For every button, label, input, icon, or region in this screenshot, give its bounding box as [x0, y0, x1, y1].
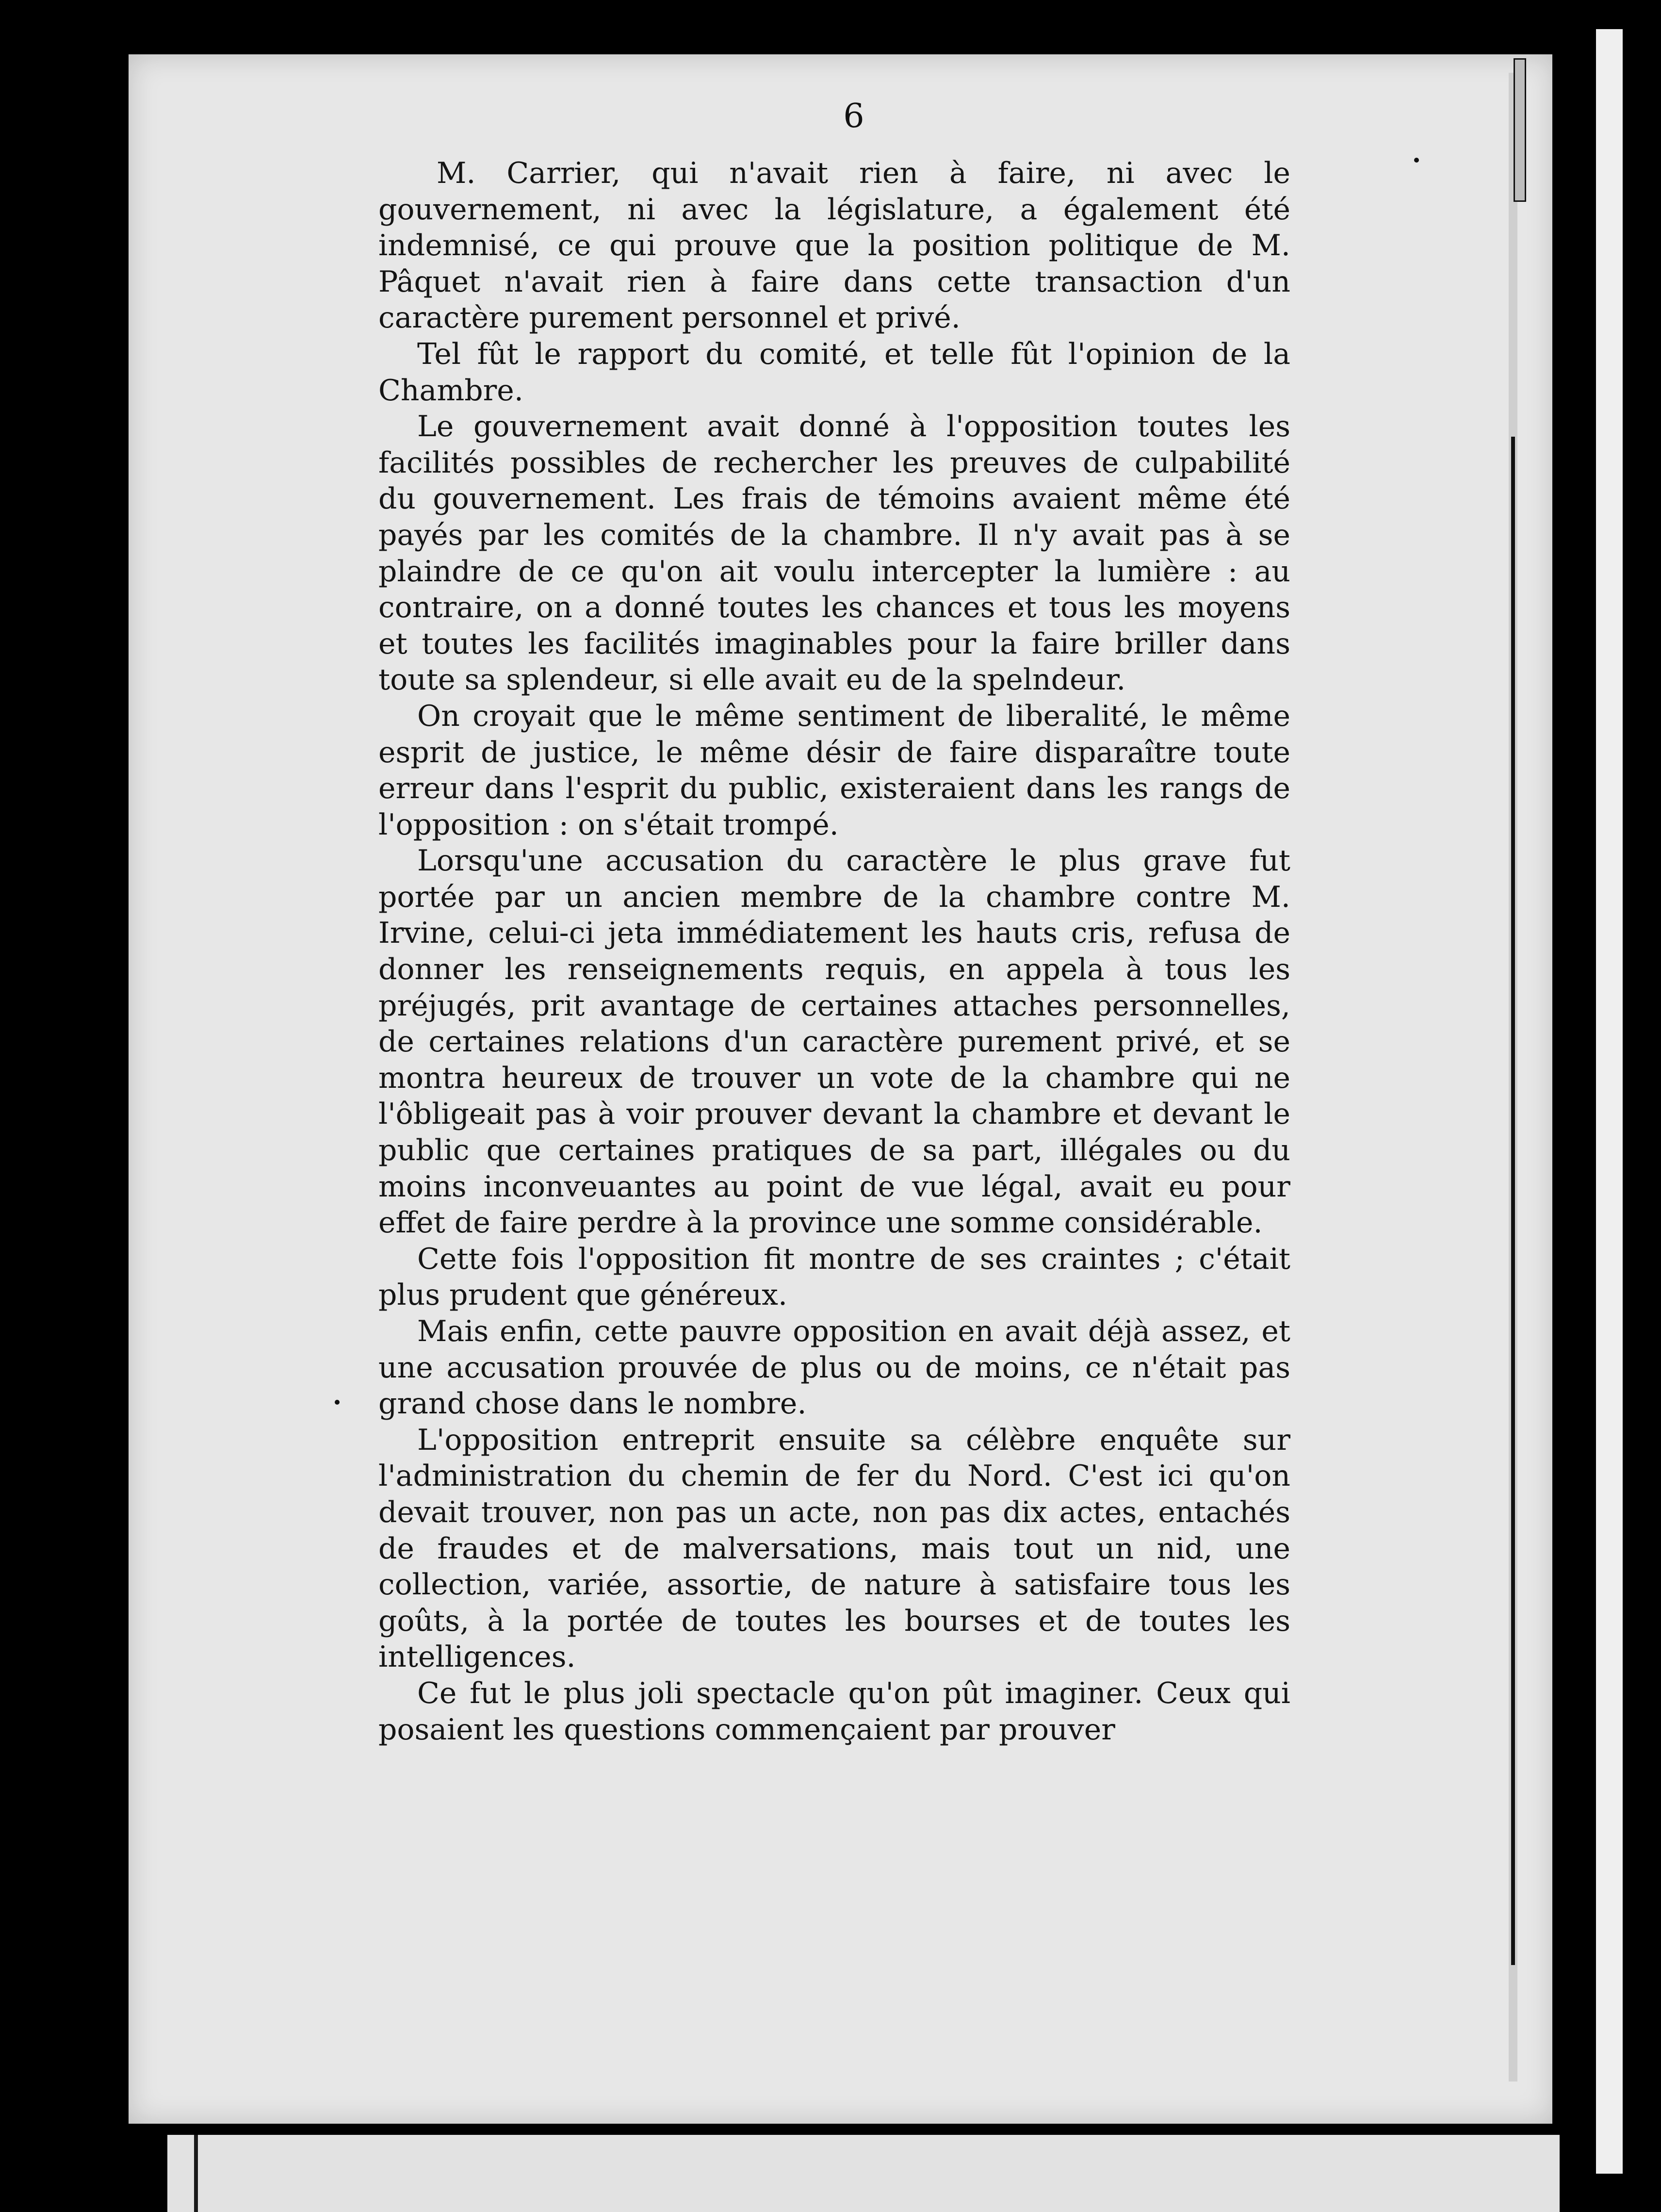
paragraph: Ce fut le plus joli spectacle qu'on pût imaginer. Ceux qui posaient les questions commençaient par prouver — [378, 1676, 1290, 1747]
paragraph: Le gouvernement avait donné à l'opposition toutes les facilités possibles de rechercher les preuves de culpabilité du gouvernement. Les frais de témoins avaient même été payés par les comités de la chambre. Il n'y avait pas à se plaindre de ce qu'on ait voulu intercepter la lumière : au contraire, on a donné toutes les chances et tous les moyens et toutes les facilités imaginables pour la faire briller dans toute sa splendeur, si elle avait eu de la spelndeur. — [378, 410, 1290, 697]
paragraph: M. Carrier, qui n'avait rien à faire, ni avec le gouvernement, ni avec la législature, a également été indemnisé, ce qui prouve que la position politique de M. Pâquet n'avait rien à faire dans cette transaction d'un caractère purement personnel et privé. — [378, 156, 1290, 335]
paragraph: On croyait que le même sentiment de liberalité, le même esprit de justice, le même désir de faire disparaître toute erreur dans l'esprit du public, existeraient dans les rangs de l'opposition : on s'était trompé. — [378, 699, 1290, 842]
scan-speck — [335, 1400, 340, 1405]
body-text — [378, 155, 1290, 1748]
binding-line — [1511, 437, 1515, 1965]
paragraph: L'opposition entreprit ensuite sa célèbre enquête sur l'administration du chemin de fer du Nord. C'est ici qu'on devait trouver, non pas un acte, non pas dix actes, entachés de fraudes et de malversations, mais tout un nid, une collection, variée, assortie, de nature à satisfaire tous les goûts, à la portée de toutes les bourses et de toutes les intelligences. — [378, 1423, 1290, 1674]
binding-tab — [1514, 58, 1526, 202]
paragraph: Cette fois l'opposition fit montre de ses craintes ; c'était plus prudent que généreux. — [378, 1242, 1290, 1312]
next-page-edge — [167, 2135, 1560, 2212]
paragraph: Tel fût le rapport du comité, et telle fût l'opinion de la Chambre. — [378, 337, 1290, 408]
paragraph: Lorsqu'une accusation du caractère le plus grave fut portée par un ancien membre de la chambre contre M. Irvine, celui-ci jeta immédiatement les hauts cris, refusa de donner les renseignements requis, en appela à tous les préjugés, prit avantage de certaines attaches personnelles, de certaines relations d'un caractère purement privé, et se montra heureux de trouver un vote de la chambre qui ne l'ôbligeait pas à voir prouver devant la chambre et devant le public que certaines pratiques de sa part, illégales ou du moins inconveuantes au point de vue légal, avait eu pour effet de faire perdre à la province une somme considérable. — [378, 844, 1290, 1240]
page-number: 6 — [843, 97, 864, 135]
paragraph: Mais enfin, cette pauvre opposition en avait déjà assez, et une accusation prouvée de plus ou de moins, ce n'était pas grand chose dans le nombre. — [378, 1314, 1290, 1421]
next-page-binding-line — [194, 2135, 198, 2212]
scan-speck — [1414, 158, 1419, 163]
adjacent-page-edge — [1596, 29, 1623, 2174]
